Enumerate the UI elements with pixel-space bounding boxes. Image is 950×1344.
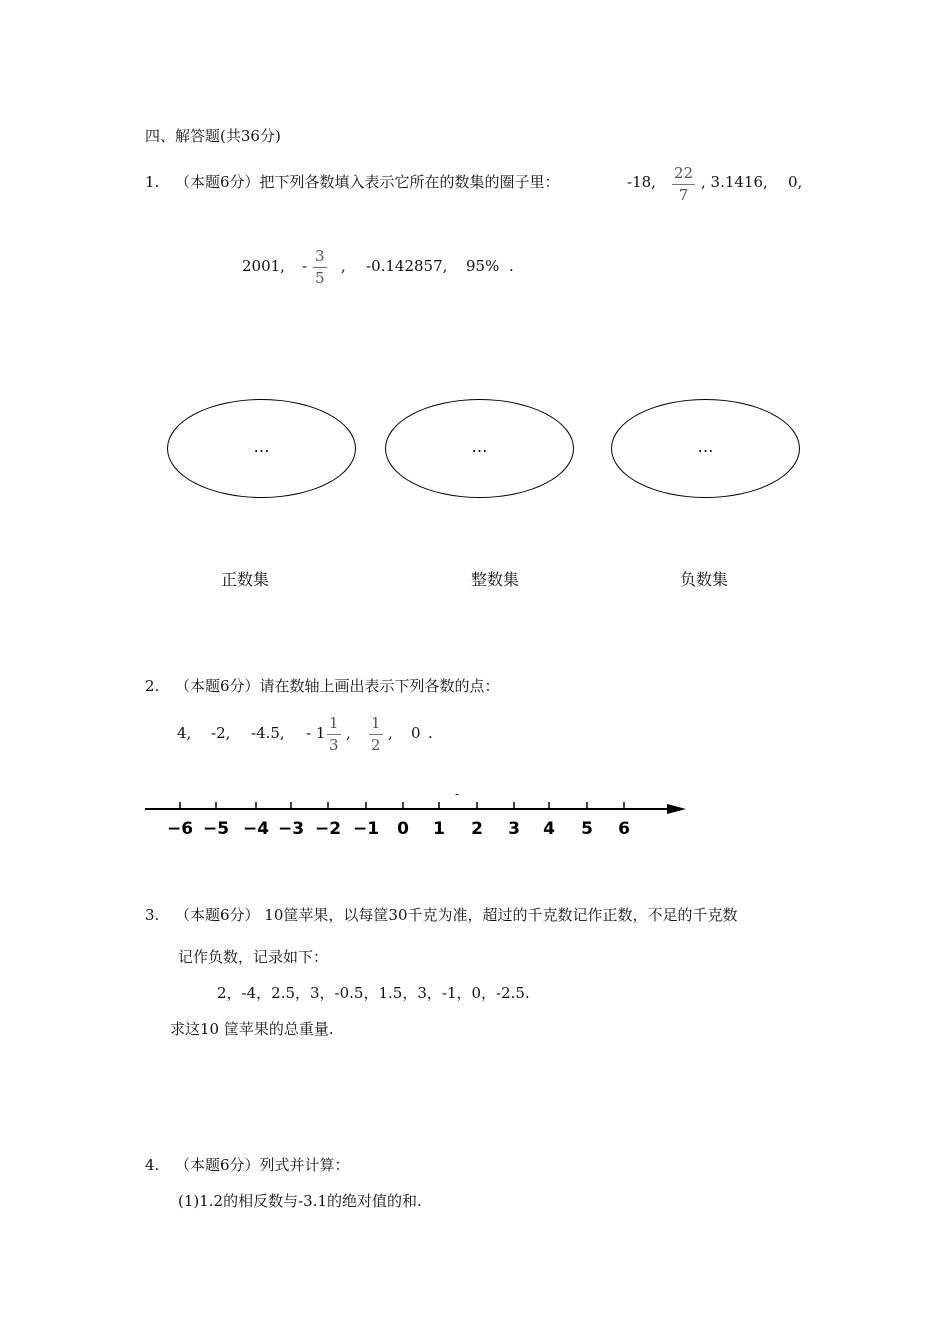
q2-period: . — [428, 724, 433, 742]
number-line-tick-label: 5 — [581, 819, 593, 839]
q1-num-decimal: -0.142857, — [366, 257, 448, 275]
q3-stem-line1: （本题6分） 10筐苹果，以每筐30千克为准，超过的千克数记作正数，不足的千克数 — [175, 906, 738, 924]
q1-num-2001: 2001, — [242, 257, 285, 275]
fraction-denominator: 5 — [315, 269, 325, 287]
number-line-tick-label: −4 — [242, 819, 270, 839]
number-line-tick-label: −2 — [314, 819, 342, 839]
set-content: … — [253, 436, 270, 456]
fraction-denominator: 3 — [329, 736, 339, 754]
q3-question: 求这10 筐苹果的总重量. — [170, 1020, 334, 1038]
number-line-tick-label: 0 — [397, 819, 409, 839]
q3-stem-line2: 记作负数，记录如下： — [178, 948, 329, 966]
q4-stem: （本题6分）列式并计算： — [175, 1156, 350, 1174]
fraction-numerator: 1 — [371, 714, 381, 732]
set-content: … — [697, 436, 714, 456]
q1-stem: （本题6分）把下列各数填入表示它所在的数集的圈子里： — [175, 173, 560, 191]
fraction-numerator: 22 — [674, 164, 694, 182]
negative-set-circle — [611, 399, 800, 498]
q2-number: 2. — [145, 677, 160, 695]
number-line-tick-label: 4 — [543, 819, 555, 839]
fraction-denominator: 7 — [672, 184, 695, 203]
number-line-tick-label: 1 — [433, 819, 445, 839]
q4-number: 4. — [145, 1156, 160, 1174]
integer-set-label: 整数集 — [471, 570, 520, 589]
positive-set-circle — [167, 399, 356, 498]
q1-fraction-3-5 — [313, 249, 327, 286]
positive-set-label: 正数集 — [221, 570, 270, 589]
number-line-tick-label: 2 — [471, 819, 483, 839]
number-line-arrow — [667, 804, 686, 814]
number-line-tick-label: −5 — [202, 819, 230, 839]
q1-period: . — [509, 257, 514, 275]
q1-num-neg18: -18, — [627, 173, 656, 191]
number-line-tick-label: −6 — [166, 819, 194, 839]
number-line-tick-label: 6 — [618, 819, 630, 839]
fraction-numerator: 3 — [315, 247, 325, 265]
q2-mixed-whole: - 1 — [306, 724, 326, 742]
q2-num-0: 0 — [411, 724, 421, 742]
q2-fraction-1-2 — [369, 716, 383, 753]
q2-comma2: , — [388, 724, 393, 742]
integer-set-circle — [385, 399, 574, 498]
q2-num-neg2: -2, — [211, 724, 231, 742]
q1-num-pi-approx: , 3.1416, — [701, 173, 768, 191]
fraction-denominator: 2 — [371, 736, 381, 754]
q2-num-4: 4, — [177, 724, 192, 742]
negative-set-label: 负数集 — [680, 570, 729, 589]
q4-part1: (1)1.2的相反数与-3.1的绝对值的和. — [178, 1192, 422, 1210]
q1-num-zero: 0, — [788, 173, 803, 191]
q2-fraction-1-3 — [327, 716, 341, 753]
section-title: 四、解答题(共36分) — [145, 127, 281, 145]
q3-data-line: 2，-4，2.5，3，-0.5，1.5，3，-1，0，-2.5. — [217, 984, 530, 1002]
q1-num-percent: 95% — [466, 257, 500, 275]
number-line-tick-label: −1 — [352, 819, 380, 839]
number-line — [0, 790, 950, 850]
q2-num-neg4-5: -4.5, — [251, 724, 285, 742]
q2-stem: （本题6分）请在数轴上画出表示下列各数的点： — [175, 677, 500, 695]
q1-neg-sign: - — [302, 257, 308, 275]
q1-comma: , — [341, 257, 346, 275]
number-line-tick-label: −3 — [277, 819, 305, 839]
set-content: … — [471, 436, 488, 456]
number-line-tick-label: 3 — [508, 819, 520, 839]
q1-number: 1. — [145, 173, 160, 191]
fraction-numerator: 1 — [329, 714, 339, 732]
q3-number: 3. — [145, 906, 160, 924]
q1-fraction-22-7 — [672, 166, 695, 203]
q2-comma1: , — [346, 724, 351, 742]
number-line-stray-mark: - — [455, 790, 460, 801]
